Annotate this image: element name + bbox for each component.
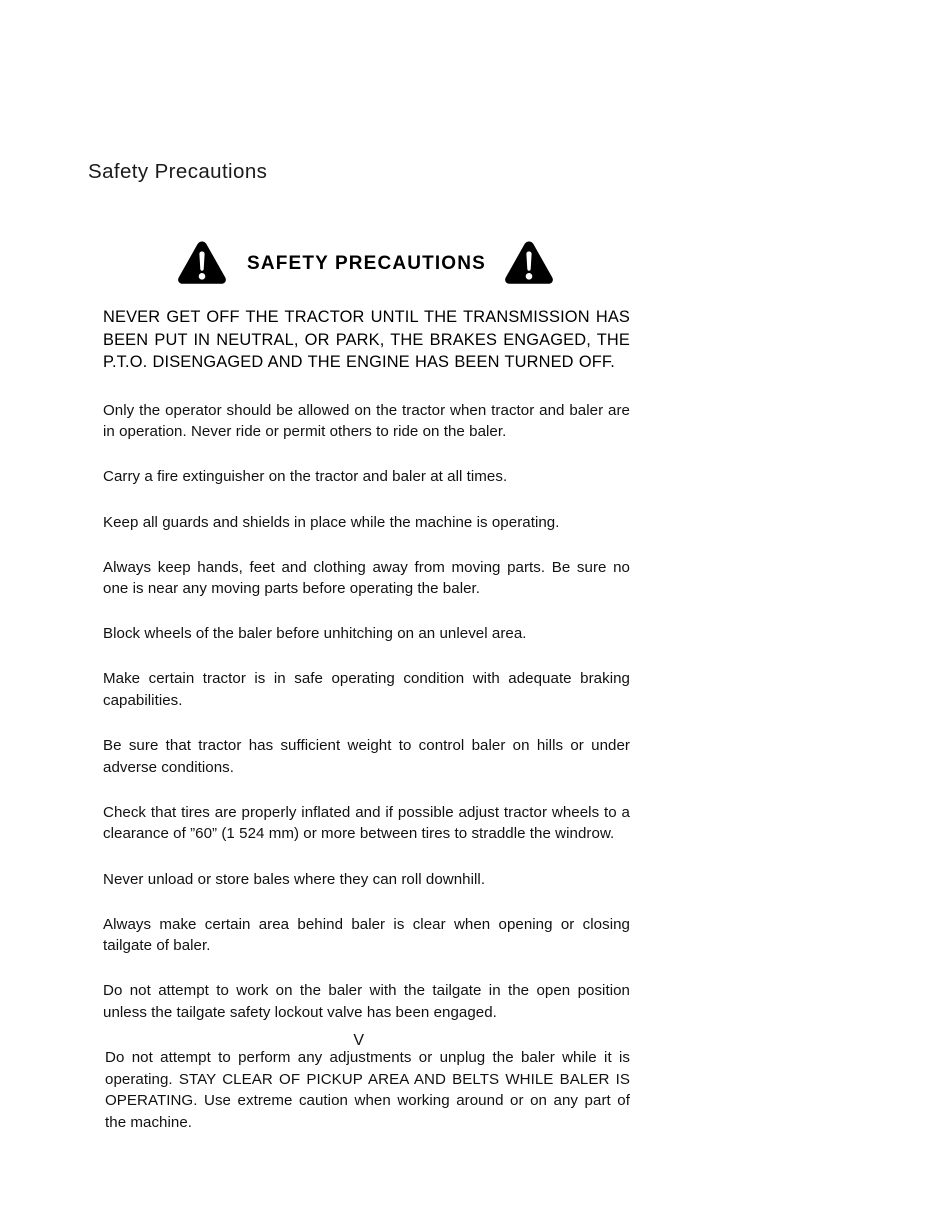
safety-paragraph: Make certain tractor is in safe operating condition with adequate braking capabilities.: [103, 670, 630, 710]
safety-paragraph: Do not attempt to work on the baler with the tailgate in the open position unless the tailgate safety lockout valve has been engaged.: [103, 982, 630, 1021]
page-title: Safety Precautions: [88, 160, 268, 183]
safety-paragraph: Always make certain area behind baler is clear when opening or closing tailgate of baler.: [103, 915, 630, 955]
safety-paragraph: Do not attempt to perform any adjustments or unplug the baler while it is operating. STAY CLEAR OF PICKUP AREA AND BELTS WHILE BALER IS OPERATING. Use extreme caution when working around or on any part of the machine.: [105, 1048, 630, 1131]
warning-heading: SAFETY PRECAUTIONS: [247, 253, 486, 274]
safety-precautions-banner: [103, 236, 628, 290]
safety-paragraph: Carry a fire extinguisher on the tractor and baler at all times.: [103, 468, 508, 486]
warning-triangle-icon: [504, 240, 554, 286]
safety-text-column: [103, 306, 630, 1133]
safety-paragraph: Never unload or store bales where they can roll downhill.: [103, 870, 486, 888]
safety-paragraph: Always keep hands, feet and clothing away from moving parts. Be sure no one is near any moving parts before operating the baler.: [103, 558, 630, 598]
safety-paragraph: Check that tires are properly inflated and if possible adjust tractor wheels to a clearance of ”60” (1 524 mm) or more between tires to straddle the windrow.: [103, 803, 630, 843]
lead-warning-paragraph: NEVER GET OFF THE TRACTOR UNTIL THE TRANSMISSION HAS BEEN PUT IN NEUTRAL, OR PARK, THE BRAKES ENGAGED, THE P.T.O. DISENGAGED AND THE ENGINE HAS BEEN TURNED OFF.: [103, 308, 630, 372]
safety-paragraph: Only the operator should be allowed on the tractor when tractor and baler are in operation. Never ride or permit others to ride on the baler.: [103, 401, 630, 441]
warning-triangle-icon: [177, 240, 227, 286]
page-number: V: [353, 1032, 365, 1049]
safety-paragraph: Block wheels of the baler before unhitching on an unlevel area.: [103, 625, 527, 643]
safety-paragraph: Be sure that tractor has sufficient weight to control baler on hills or under adverse conditions.: [103, 737, 630, 776]
safety-paragraph: Keep all guards and shields in place while the machine is operating.: [103, 513, 560, 531]
